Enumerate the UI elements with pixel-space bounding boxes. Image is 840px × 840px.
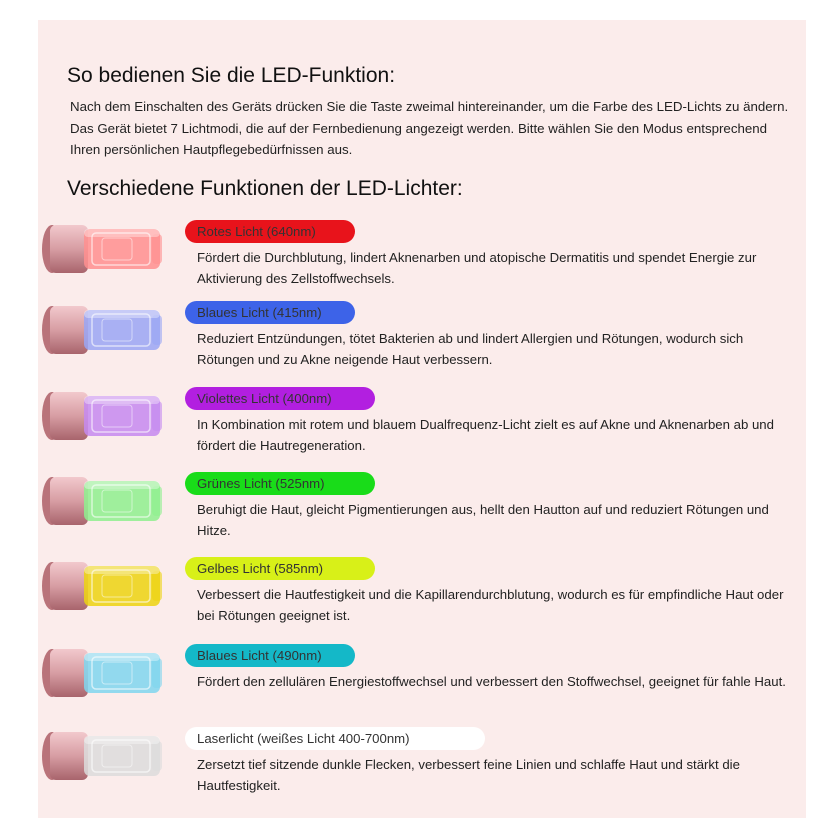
light-item bbox=[0, 644, 840, 728]
light-description: Beruhigt die Haut, gleicht Pigmentierungen aus, hellt den Hautton auf und reduziert Rötungen und Hitze. bbox=[197, 502, 769, 538]
led-device-icon bbox=[40, 387, 174, 445]
light-label-badge: Violettes Licht (400nm) bbox=[185, 387, 375, 410]
light-label-badge: Blaues Licht (490nm) bbox=[185, 644, 355, 667]
light-label-badge: Rotes Licht (640nm) bbox=[185, 220, 355, 243]
light-description: Verbessert die Hautfestigkeit und die Kapillarendurchblutung, wodurch es für empfindliche Haut oder bei Rötungen geeignet ist. bbox=[197, 587, 784, 623]
led-device-icon bbox=[40, 220, 174, 278]
intro-paragraph: Nach dem Einschalten des Geräts drücken Sie die Taste zweimal hintereinander, um die Farbe des LED-Lichts zu ändern. Das Gerät bietet 7 Lichtmodi, die auf der Fernbedienung angezeigt werden. Bitte wählen Sie den Modus entsprechend Ihren persönlichen Hautpflegebedürfnissen aus. bbox=[70, 99, 789, 157]
light-item bbox=[0, 472, 840, 556]
section-title: Verschiedene Funktionen der LED-Lichter: bbox=[67, 177, 463, 200]
light-description: Fördert den zellulären Energiestoffwechsel und verbessert den Stoffwechsel, geeignet für fahle Haut. bbox=[197, 674, 786, 689]
light-item bbox=[0, 220, 840, 304]
led-device-icon bbox=[40, 557, 174, 615]
light-description: Reduziert Entzündungen, tötet Bakterien ab und lindert Allergien und Rötungen, wodurch sich Rötungen und zu Akne neigende Haut verbessern. bbox=[197, 331, 744, 367]
light-item bbox=[0, 301, 840, 385]
light-label-badge: Gelbes Licht (585nm) bbox=[185, 557, 375, 580]
light-label-badge: Grünes Licht (525nm) bbox=[185, 472, 375, 495]
light-item bbox=[0, 557, 840, 641]
light-item bbox=[0, 387, 840, 471]
light-description: In Kombination mit rotem und blauem Dualfrequenz-Licht zielt es auf Akne und Aknenarben ab und fördert die Hautregeneration. bbox=[197, 417, 774, 453]
led-device-icon bbox=[40, 301, 174, 359]
led-device-icon bbox=[40, 472, 174, 530]
light-description: Zersetzt tief sitzende dunkle Flecken, verbessert feine Linien und schlaffe Haut und stärkt die Hautfestigkeit. bbox=[197, 757, 740, 793]
light-item bbox=[0, 727, 840, 811]
light-description: Fördert die Durchblutung, lindert Aknenarben und atopische Dermatitis und spendet Energie zur Aktivierung des Zellstoffwechsels. bbox=[197, 250, 757, 286]
led-device-icon bbox=[40, 644, 174, 702]
led-device-icon bbox=[40, 727, 174, 785]
light-label-badge: Laserlicht (weißes Licht 400-700nm) bbox=[185, 727, 485, 750]
light-label-badge: Blaues Licht (415nm) bbox=[185, 301, 355, 324]
page-title: So bedienen Sie die LED-Funktion: bbox=[67, 64, 396, 87]
